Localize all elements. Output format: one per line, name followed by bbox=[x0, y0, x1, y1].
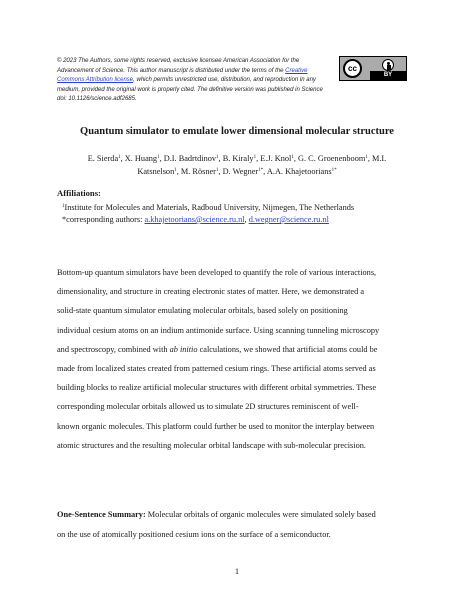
email-link-khajetoorians[interactable]: a.khajetoorians@science.ru.nl bbox=[144, 215, 245, 224]
affiliation-marker: 1 bbox=[253, 155, 257, 160]
license-line: doi: 10.1126/science.adf2685. bbox=[57, 96, 137, 103]
author-name: A.A. Khajetoorians bbox=[266, 167, 332, 176]
license-text: , which permits unrestricted use, distribution, and reproduction in any bbox=[133, 77, 316, 84]
author-name: B. Kiraly bbox=[222, 154, 254, 163]
author-name: Katsnelson bbox=[137, 167, 175, 176]
affiliation-marker: 1 bbox=[62, 204, 65, 209]
author-line bbox=[60, 152, 414, 165]
license-notice bbox=[57, 57, 327, 105]
author-name: X. Huang bbox=[124, 154, 158, 163]
corresponding-authors bbox=[62, 215, 329, 224]
license-line: © 2023 The Authors, some rights reserved, exclusive licensee American Association for the bbox=[57, 58, 300, 64]
abstract-line: individual cesium atoms on an indium antimonide surface. Using scanning tunneling microscopy bbox=[57, 325, 380, 335]
abstract-text: and spectroscopy, combined with bbox=[57, 344, 170, 354]
institute-affiliation bbox=[62, 203, 354, 212]
paper-title: Quantum simulator to emulate lower dimensional molecular structure bbox=[80, 126, 394, 137]
corresponding-label: *corresponding authors: bbox=[62, 215, 145, 224]
affiliation-marker: 1* bbox=[258, 168, 264, 173]
summary-line: on the use of atomically positioned cesium ions on the surface of a semiconductor. bbox=[57, 530, 331, 539]
abstract-line: known organic molecules. This platform could further be used to monitor the interplay between bbox=[57, 421, 375, 431]
affiliation-marker: 1 bbox=[291, 155, 294, 160]
author-separator: , bbox=[159, 154, 164, 163]
abstract-line: made from localized states created from patterned cesium rings. These artificial atoms served as bbox=[57, 364, 376, 374]
ab-initio-term: ab initio bbox=[169, 344, 198, 354]
author-line bbox=[60, 165, 414, 178]
author-separator: , bbox=[263, 167, 267, 176]
affiliation-marker: 1 bbox=[174, 168, 177, 173]
abstract-line: corresponding molecular orbitals allowed us to simulate 2D structures reminiscent of well- bbox=[57, 402, 359, 412]
affiliation-marker: 1 bbox=[157, 155, 160, 160]
affiliation-marker: 1 bbox=[118, 155, 121, 160]
author-name: D. Wegner bbox=[222, 167, 259, 176]
by-label: BY bbox=[370, 71, 406, 80]
attribution-license-link[interactable]: Commons Attribution license bbox=[57, 77, 134, 84]
abstract-line: Bottom-up quantum simulators have been developed to quantify the role of various interactions, bbox=[57, 268, 377, 277]
abstract-line: atomic structures and the resulting molecular orbital landscape with sub-molecular precision. bbox=[57, 440, 366, 450]
email-link-wegner[interactable]: d.wegner@science.ru.nl bbox=[248, 215, 329, 224]
abstract-line: dimensionality, and structure in creating electronic states of matter. Here, we demonstrated a bbox=[57, 287, 365, 297]
affiliation-marker: 1 bbox=[216, 155, 219, 160]
abstract-text: calculations, we showed that artificial atoms could be bbox=[197, 344, 378, 354]
abstract bbox=[57, 263, 419, 455]
cc-by-license-badge bbox=[339, 56, 407, 81]
summary-line bbox=[57, 505, 419, 525]
email-separator: , bbox=[244, 215, 249, 224]
author-separator: , bbox=[120, 154, 125, 163]
abstract-line: building blocks to realize artificial molecular structures with different orbital symmetries. These bbox=[57, 383, 377, 393]
page-number: 1 bbox=[234, 566, 240, 576]
author-name: E. Sierda bbox=[87, 154, 119, 163]
summary-label: One-Sentence Summary: bbox=[57, 510, 146, 519]
license-text: Advancement of Science. This author manuscript is distributed under the terms of the bbox=[57, 67, 286, 74]
author-separator: , bbox=[218, 154, 223, 163]
attribution-person-icon bbox=[382, 59, 394, 71]
one-sentence-summary bbox=[57, 505, 419, 545]
author-separator: , bbox=[293, 154, 299, 163]
author-name: M. Rösner bbox=[180, 167, 216, 176]
author-separator: , bbox=[256, 154, 261, 163]
license-line bbox=[57, 67, 327, 77]
license-line: medium, provided the original work is properly cited. The definitive version was published in Science bbox=[57, 86, 323, 93]
author-separator: , bbox=[367, 154, 372, 163]
author-name: G. C. Groenenboom bbox=[298, 154, 366, 163]
author-separator: , bbox=[218, 167, 223, 176]
affiliation-marker: 1* bbox=[331, 168, 337, 173]
author-name: D.I. Badrtdinov bbox=[163, 154, 217, 163]
author-name: M.I. bbox=[371, 154, 387, 163]
author-name: E.J. Knol bbox=[260, 154, 292, 163]
author-separator: , bbox=[176, 167, 181, 176]
abstract-line bbox=[57, 340, 419, 359]
affiliation-marker: 1 bbox=[365, 155, 368, 160]
creative-commons-icon: cc bbox=[343, 59, 362, 78]
abstract-line: solid-state quantum simulator emulating molecular orbitals, based solely on positioning bbox=[57, 306, 348, 316]
affiliations-heading: Affiliations: bbox=[57, 188, 101, 198]
institute-name: Institute for Molecules and Materials, Radboud University, Nijmegen, The Netherlands bbox=[64, 203, 355, 212]
summary-text: Molecular orbitals of organic molecules were simulated solely based bbox=[145, 510, 376, 519]
affiliation-marker: 1 bbox=[215, 168, 219, 173]
author-list bbox=[60, 152, 414, 178]
creative-commons-link[interactable]: Creative bbox=[285, 67, 308, 74]
license-line bbox=[57, 76, 327, 86]
